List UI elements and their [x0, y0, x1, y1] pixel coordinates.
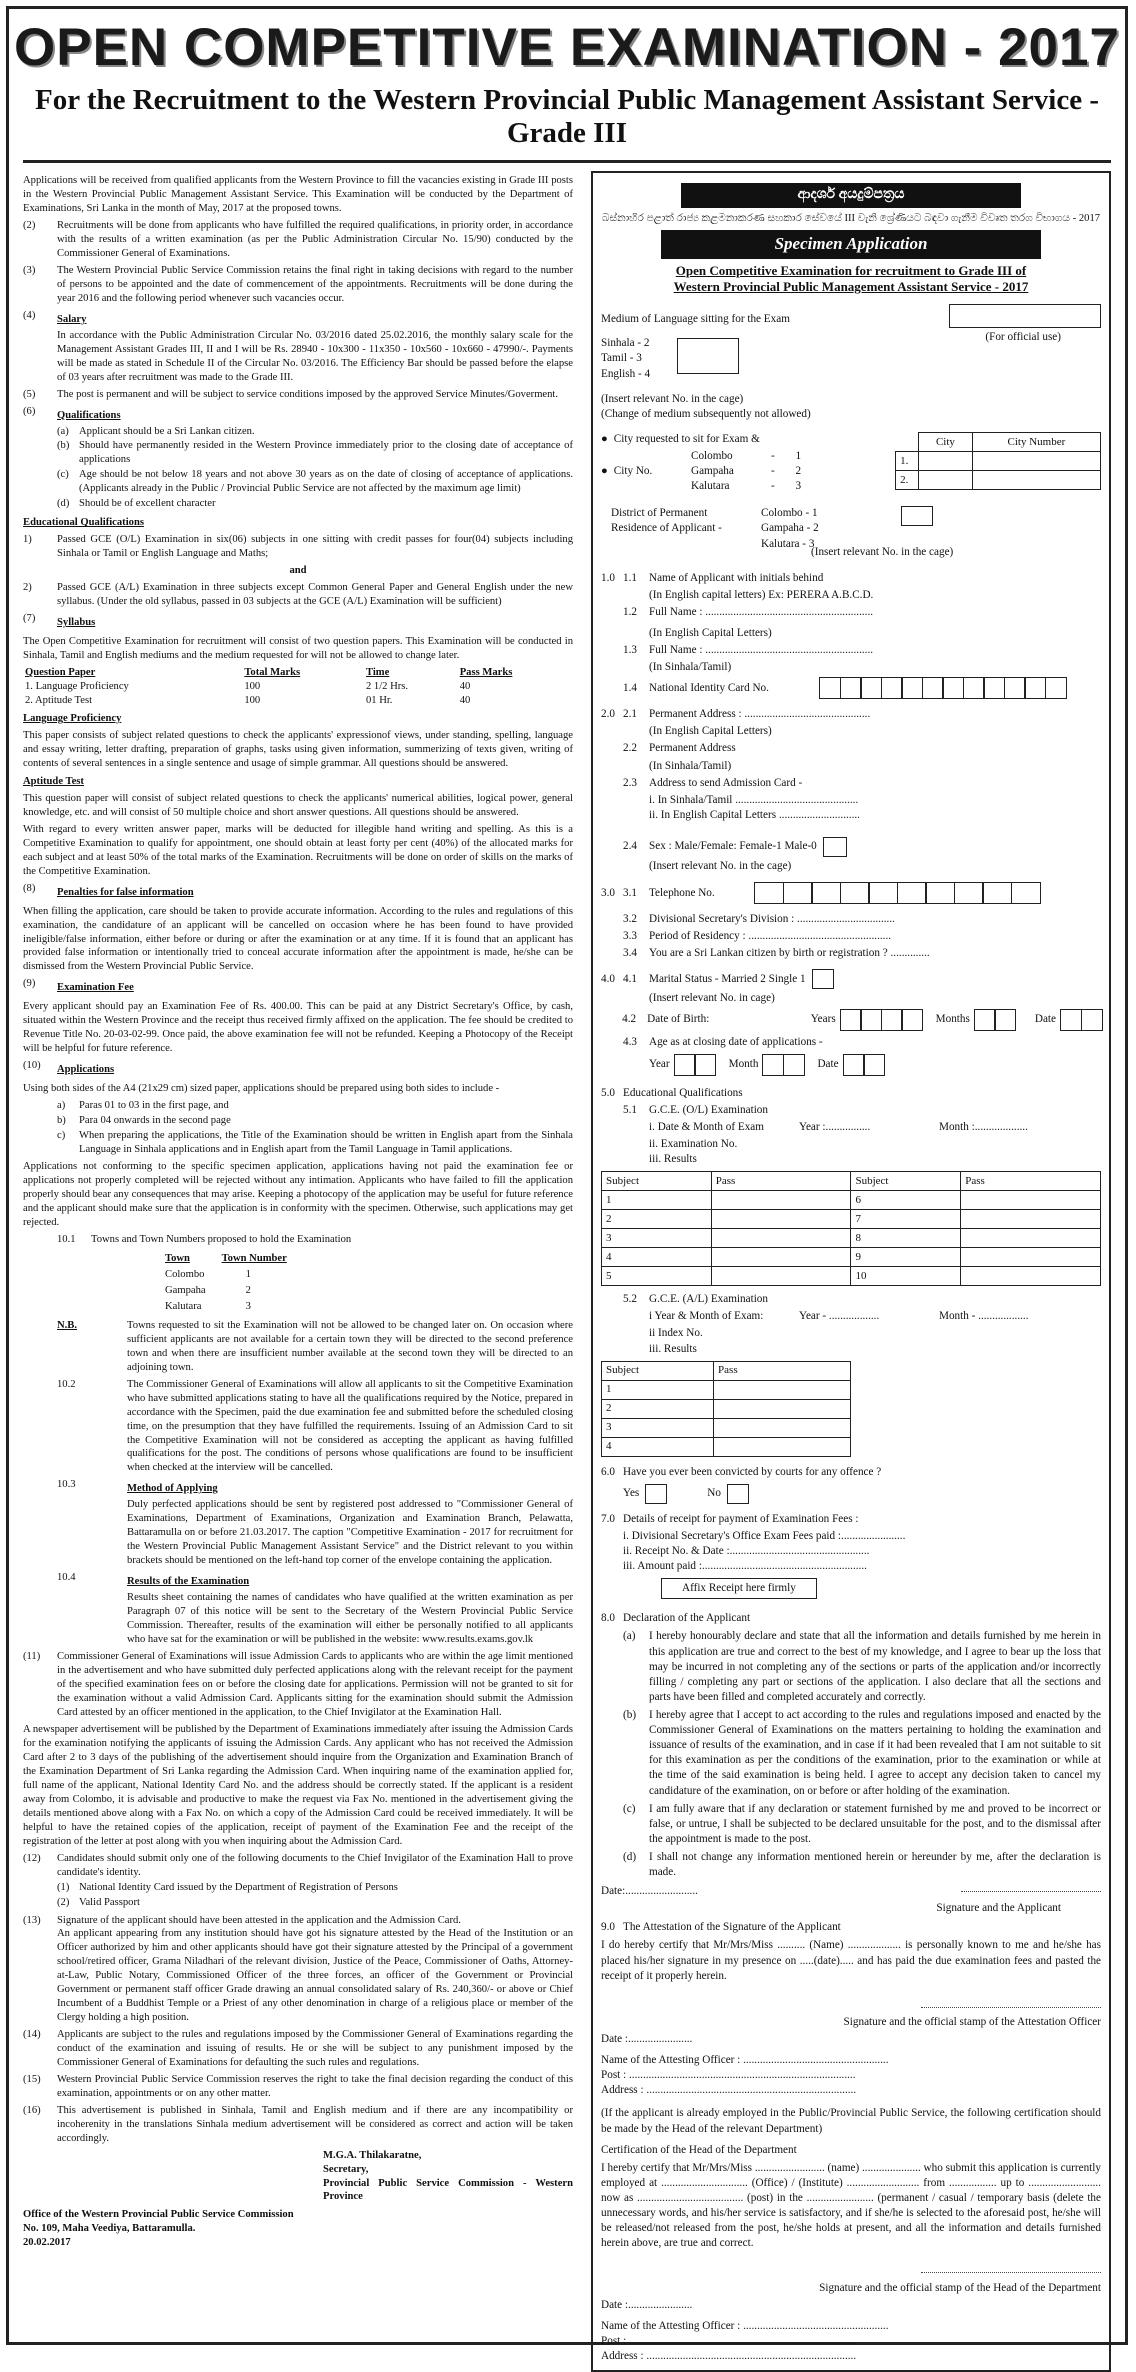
age-month-cells[interactable]	[762, 1054, 803, 1076]
section-9: (9) Examination Fee	[23, 978, 134, 994]
section-5: (5) The post is permanent and will be subject to service conditions imposed by the approved Service Minutes/Goverment.	[23, 388, 559, 400]
section-7: (7) Syllabus	[23, 613, 96, 629]
form-title: Open Competitive Examination for recruitment to Grade III of Western Provincial Public Management Assistant Service - 2017	[673, 262, 1029, 295]
age-year-cells[interactable]	[674, 1054, 715, 1076]
section-6: (6) Qualifications (a) Applicant should be a Sri Lankan citizen. (b) Should have permanently resided in the Western Province immediately prior to the closing date of acceptance of applications (c) Age should be not below 18 years and not above 30 years as on the date of closing of acceptance of applications. (Applicants already in the Public / Provincial Public Service are not affected by the maximum age limit) (d) Should be of excellent character	[23, 405, 573, 510]
page-title: OPEN COMPETITIVE EXAMINATION - 2017	[14, 18, 1120, 77]
dob-date-cells[interactable]	[1060, 1009, 1101, 1031]
notice-page	[6, 6, 1128, 2362]
medium-cage[interactable]	[677, 338, 739, 374]
section-11: (11) Commissioner General of Examinations will issue Admission Cards to applicants who are within the age limit mentioned in the advertisement and who have submitted duly perfected applications along with the relevant receipt for the payment of the specified examination fees on or before the closing date for applications. Permission will not be granted to sit for the examination without a valid Admission Card. Applicants sitting for the examination should submit the Admission Card attested by an officer mentioned in the application, to the Chief Invigilator at the Examination Hall.	[23, 1651, 573, 1718]
section-4: (4) Salary In accordance with the Public Administration Circular No. 03/2016 dated 25.02.2016, the monthly salary scale for the Management Assistant Grades III, II and I will be Rs. 28940 - 10x300 - 11x350 - 10x560 - 10x660 - 47990/-. Payments will be made as stated in Schedule II of the Circular No. 03/2016. The Efficiency Bar should be passed before the elapse of 03 years after recruitment was made to the Grade III.	[23, 309, 573, 383]
section-16: (16) This advertisement is published in Sinhala, Tamil and English medium and if there are any incompatibility or incoherenity in the translations Sinhala medium advertisement will be considered as correct and action will be taken accordingly.	[23, 2105, 573, 2145]
specimen-application-form: ආදර්ශ අයදුම්පත්‍රය බස්නාහිර පළාත් රාජ්‍ය කළමනාකරණ සහකාර සේවයේ III වැනි ශ්‍රේණියට බඳවා ගැනීම විවෘත තරග විභාගය - 2017 Specimen Application Open Competitive Examination for recruitment to Grade III of Western Provincial Public Management Assistant Service - 2017 Medium of Language sitting for the Exam Sinhala - 2 Tamil - 3 English - 4 (For official use) (Insert relevant No. in the cage) (Change of medium subsequently not allowed) ● City requested to sit for Exam & ● City No. Colombo - 1 Gampaha - 2 Kalutara - 3 City City Number 1. 2. District of Permanent Residence of Applicant - Colombo - 1 Gampaha - 2 Kalutara - 3 (Insert relevant No. in the cage) 1.0 1.1 Name of Applicant with initials behind (In English capital letters) Ex: PERERA A.B.C.D. 1.2 Full Name : ............................................................ (In English Capital Letters) 1.3 Full Name : ............................................................ (In Sinhala/Tamil) 1.4 National Identity Card No. 2.0 2.1 Permanent Address : ............................................. (In English Capital Letters) 2.2 Permanent Address (In Sinhala/Tamil) 2.3 Address to send Admission Card - i. In Sinhala/Tamil ............................................ ii. In English Capital Letters ............................. 2.4 Sex : Male/Female: Female-1 Male-0 (Insert relevant No. in the cage) 3.0 3.1 Telephone No. 3.2 Divisional Secretary's Division : ................................... 3.3 Period of Residency : ................................................... 3.4 You are a Sri Lankan citizen by birth or registration ? .............. 4.0 4.1 Marital Status - Married 2 Single 1 (Insert relevant No. in cage) 4.2 Date of Birth: Years Months Date 4.3 Age as at closing date of applications - Year Month Date 5.0 Educational Qualifications 5.1 G.C.E. (O/L) Examination i. Date & Month of Exam Year :................ Month :................... ii. Examination No. iii. Results Subject Pass Subject Pass 1 6 2 7 3 8 4 9 5 10 5.2 G.C.E. (A/L) Examination i Year & Month of Exam: Year - .................. Month - .................. ii Index No. iii. Results Subject Pass 1 2 3 4 6.0 Have you ever been convicted by courts for any offence ? Yes No 7.0 Details of receipt for payment of Examination Fees : i. Divisional Secretary's Office Exam Fees paid :....................... ii. Receipt No. & Date :.................................................. iii. Amount paid :........................................................... Affix Receipt here firmly 8.0 Declaration of the Applicant (a) I hereby honourably declare and state that all the information and details furnished by me herein in this application are true and correct to the best of my knowledge, and I agree to bear up the loss that may be incurred in not completing any of the sections or parts of the application and/or incorrectly filling / completing any part or sections of the application. I also declare that all the sections and parts have been filled and completed accurately and correctly. (b) I hereby agree that I accept to act according to the rules and regulations imposed and enacted by the Commissioner General of Examinations on the matters pertaining to holding the examination and issuance of results of the examination, and in case if it had been revealed that I am not suitable to sit for this examination as per the conditions of the examination, prior to the examination or while at the time of the said examination is being held. I agree to accept any decision taken to cancel my candidature of the examination, on or before or after holding of the examination. (c) I am fully aware that if any declaration or statement furnished by me and proved to be incorrect or false, or untrue, I shall be subjected to be declared unsuitable for the post, and to the dismissal after the appointment is made to the post. (d) I shall not change any information mentioned herein or hereunder by me, after the declaration is made. Date:.......................... Signature and the Applicant 9.0 The Attestation of the Signature of the Applicant I do hereby certify that Mr/Mrs/Miss .......... (Name) ................... is personally known to me and he/she has placed his/her signature in my presence on .....(date)..... and has paid the due examination fees and pasted the receipt of it properly herein. Signature and the official stamp of the Attestation Officer Date :....................... Name of the Attesting Officer : .................................................... Post : ................................................................................. Address : ........................................................................... (If the applicant is already employed in the Public/Provincial Public Service, the following certification should be made by the Head of the relevant Department) Certification of the Head of the Department I hereby certify that Mr/Mrs/Miss ......................... (name) ..................... who submit this application is currently employed at ............................... (Office) / (Institute) .......................... from ................. up to .......................... now as ...................................... (post) in the ........................ (permanent / casual / temporary basis (delete the unnecessary words, and his/her service is satisfactory, and if she/he is selected to the aforesaid post, he/she will be released/not released from the post, he/she holds at present, and all the information and details furnished herein above, are true and correct. Signature and the official stamp of the Head of the Department Date :....................... Name of the Attesting Officer : .................................................... Post : ................................................................................. Address : ...........................................................................	[591, 171, 1111, 2372]
sinhala-title: ආදර්ශ අයදුම්පත්‍රය	[681, 183, 1021, 208]
specimen-heading: Specimen Application	[661, 230, 1041, 259]
section-10: (10) Applications	[23, 1060, 115, 1076]
sex-cage[interactable]	[823, 837, 847, 857]
section-14: (14) Applicants are subject to the rules and regulations imposed by the Commissioner General of Examinations regarding the conduct of the examination and issuing of results. He or she will be subject to any punishment imposed by the Commissioner General of Examinations for defaulting the such rules and regulations.	[23, 2029, 573, 2069]
ol-results-table[interactable]: Subject Pass Subject Pass 1 6 2 7 3 8 4 9 5 10	[601, 1171, 1101, 1286]
nic-number-cells[interactable]	[819, 677, 1065, 699]
dob-year-cells[interactable]	[840, 1009, 922, 1031]
intro-paragraph: Applications will be received from qualified applicants from the Western Province to fill the vacancies existing in Grade III posts in the Western Provincial Public Management Assistant Service. This Examination will be conducted by the Department of Examinations, Sri Lanka in the month of May, 2017 at the proposed towns.	[23, 175, 573, 214]
edu-heading: Educational Qualifications	[23, 517, 144, 529]
telephone-cells[interactable]	[754, 882, 1039, 904]
section-12: (12) Candidates should submit only one of the following documents to the Chief Invigilator of the Examination Hall to prove candidate's identity. (1) National Identity Card issued by the Department of Registration of Persons (2) Valid Passport	[23, 1852, 573, 1908]
al-results-table[interactable]: Subject Pass 1 2 3 4	[601, 1361, 851, 1457]
official-use-box	[949, 304, 1101, 328]
marital-cage[interactable]	[812, 969, 834, 989]
signature-block: M.G.A. Thilakaratne, Secretary, Provincial Public Service Commission - Western Province	[323, 2150, 573, 2203]
section-8: (8) Penalties for false information	[23, 882, 194, 898]
towns-table: Town Town Number Colombo 1 Gampaha 2 Kalutara 3	[165, 1252, 287, 1312]
question-paper-table: Question Paper Total Marks Time Pass Marks 1. Language Proficiency 100 2 1/2 Hrs. 40 2. Aptitude Test 100 01 Hr. 40	[25, 667, 513, 706]
city-preference-table[interactable]: City City Number 1. 2.	[895, 432, 1101, 490]
age-date-cells[interactable]	[843, 1054, 884, 1076]
dob-month-cells[interactable]	[974, 1009, 1015, 1031]
yes-cage[interactable]	[645, 1484, 667, 1504]
office-address: Office of the Western Provincial Public Service Commission No. 109, Maha Veediya, Battaramulla. 20.02.2017	[23, 2209, 294, 2248]
notice-text-column: Applications will be received from qualified applicants from the Western Province to fill the vacancies existing in Grade III posts in the Western Provincial Public Management Assistant Service. This Examination will be conducted by the Department of Examinations, Sri Lanka in the month of May, 2017 at the proposed towns. (2) Recruitments will be done from applicants who have fulfilled the required qualifications, in priority order, in accordance with the results of a written examination (as per the Public Administration Circular No. 15/90) conducted by the Commissioner General of Examinations. (3) The Western Provincial Public Service Commission retains the final right in taking decisions with regard to the number of persons to be appointed and the date of commencement of the appointments. Recruitments will be done during the year 2016 and the following period whenever such vacancies occur. (4) Salary In accordance with the Public Administration Circular No. 03/2016 dated 25.02.2016, the monthly salary scale for the Management Assistant Grades III, II and I will be Rs. 28940 - 10x300 - 11x350 - 10x560 - 10x660 - 47990/-. Payments will be made as stated in Schedule II of the Circular No. 03/2016. The Efficiency Bar should be passed before the elapse of 03 years after recruitment was made to the Grade III. (5) The post is permanent and will be subject to service conditions imposed by the approved Service Minutes/Goverment. (6) Qualifications (a) Applicant should be a Sri Lankan citizen. (b) Should have permanently resided in the Western Province immediately prior to the closing date of acceptance of applications (c) Age should be not below 18 years and not above 30 years as on the date of closing of acceptance of applications. (Applicants already in the Public / Provincial Public Service are not affected by the maximum age limit) (d) Should be of excellent character Educational Qualifications 1) Passed GCE (O/L) Examination in six(06) subjects in one sitting with credit passes for four(04) subjects including Sinhala or Tamil or English Language and Maths; and 2) Passed GCE (A/L) Examination in three subjects except Common General Paper and General English under the new syllabus. (Under the old syllabus, passed in 03 subjects at the GCE (A/L) Examination will be sufficient) (7) Syllabus The Open Competitive Examination for recruitment will consist of two question papers. This Examination will be conducted in Sinhala, Tamil and English mediums and the medium requested for will not be allowed to change later. Question Paper Total Marks Time Pass Marks 1. Language Proficiency 100 2 1/2 Hrs. 40 2. Aptitude Test 100 01 Hr. 40 Language Proficiency This paper consists of subject related questions to check the applicants' expressionof views, under standing, spelling, language and essay writing, letter drafting, preparation of graphs, tasks using given information, summerizing of texts given, writing of contents of several sentences in a single sentence and usage of simple grammar. All questions should be answered. Aptitude Test This question paper will consist of subject related questions to check the applicants' numerical abilities, logical power, general knowledge, etc. and will consist of 50 multiple choice and short answer questions. All questions should be answered. With regard to every written answer paper, marks will be deducted for illegible hand writing and spelling. As this is a Competitive Examination to qualify for appointment, one should obtain at least forty per cent (40%) of the allocated marks for each subject and at least 50% of the total marks of the Examination. Recruitments will be done on order of skills on the marks of the Competitive Examination. (8) Penalties for false information When filling the application, care should be taken to provide accurate information. According to the rules and regulations of this examination, the candidature of an applicant will be cancelled on occasion where he has been found to have provided ineligible/false information, either before or during or after the examination or at any time. If it is found that an applicant has provided false information or intentionally tried to conceal accurate information after the appointment is made, he/she can be dismissed from the Western Provincial Public Service. (9) Examination Fee Every applicant should pay an Examination Fee of Rs. 400.00. This can be paid at any District Secretary's Office, by cash, situated within the Western Province and the receipt thus received firmly affixed on the application. The fee should be credited to Revenue Title No. 20-03-02-99. Once paid, the above examination fee will not be refunded. Keeping a Photocopy of the Receipt will be helpful for future reference. (10) Applications Using both sides of the A4 (21x29 cm) sized paper, applications should be prepared using both sides to include - a) Paras 01 to 03 in the first page, and b) Para 04 onwards in the second page c) When preparing the applications, the Title of the Examination should be written in English apart from the Sinhala Language in Sinhala applications and in English apart from the Tamil Language in Tamil applications. Applications not conforming to the specific specimen application, applications having not paid the examination fee or applications not properly completed will be rejected without any intimation. Applicants who have failed to fill the application properly should bear any consequences that may arise. Keeping a photocopy of the application may be useful for future reference and the applicant should make sure that the application is in conformity with the specimen. Otherwise, such applications may get rejected. 10.1 Towns and Town Numbers proposed to hold the Examination Town Town Number Colombo 1 Gampaha 2 Kalutara 3 N.B. Towns requested to sit the Examination will not be allowed to be changed later on. On occasion where sufficient applicants are not available for a certain town they will be directed to the second preference town and when there are insufficient number available at the second town they will be directed to an adjoining town. 10.2 The Commissioner General of Examinations will allow all applicants to sit the Competitive Examination who have submitted applications stating to have all the qualifications required by the Notice, prepared in accordance with the Specimen, paid the due examination fee and submitted before the scheduled closing time, on the presumption that they have fulfilled the requirements. Issuing of an Admission Card to sit the Competitive Examination will not be considered as accepting the applicant as having fulfilled qualifications for the post. The conditions of persons whose qualifications are found to be insufficient when checked at the interview will be cancelled. 10.3 Method of Applying Duly perfected applications should be sent by registered post addressed to "Commissioner General of Examinations, Department of Examinations, Organization and Examination Branch, Pelawatta, Battaramulla on or before 21.03.2017. The caption "Competitive Examination - 2017 for recruitment for the Western Provincial Public Management Assistant Service" and the District relevant to you within brackets should be mentioned on the left-hand top corner of the envelope containing the application. 10.4 Results of the Examination Results sheet containing the names of candidates who have qualified at the written examination as per Paragraph 07 of this notice will be sent to the Secretary of the Western Provincial Public Service Commission. Thereafter, results of the examination will either be personally notified to all applicants who have sat for the examination or will be published in the website: www.results.exams.gov.lk (11) Commissioner General of Examinations will issue Admission Cards to applicants who are within the age limit mentioned in the advertisement and who have submitted duly perfected applications along with the relevant receipt for the payment of the specified examination fees on or before the closing date for applications. Permission will not be granted to sit for the examination without a valid Admission Card. Applicants sitting for the examination should submit the Admission Card attested by an officer mentioned in the application, to the Chief Invigilator at the Examination Hall. A newspaper advertisement will be published by the Department of Examinations immediately after issuing the Admission Cards for the examination notifying the applicants of issuing the Admission Cards. Any applicant who has not received the Admission Card after 2 to 3 days of the publishing of the advertisement should inquire from the Organization and Examination Branch of the Examination Department of Sri Lanka regarding the Admission Card. When inquiring name of the examination applied for, full name of the applicant, National Identity Card No. and the address should be correctly stated. If the applicant is a resident away from Colombo, it is advisable and productive to make the request via Fax No. mentioned in the advertisement giving the details mentioned above along with a Fax No. on which a copy of the Admission Card could be received immediately. It will be helpful to have the retained copies of the application, receipt of payment of the Examination Fee and the receipt of the registration of the letter at post along with you when inquiring about the Admission Card. (12) Candidates should submit only one of the following documents to the Chief Invigilator of the Examination Hall to prove candidate's identity. (1) National Identity Card issued by the Department of Registration of Persons (2) Valid Passport (13) Signature of the applicant should have been attested in the application and the Admission Card. An applicant appearing from any institution should have got his signature attested by the Head of the Institution or an Officer authorized by him and other applicants should have got their signature attested by the Principal of a government school/retired officer, Grama Niladhari of the relevant division, Justice of the Peace, Commissioner of Oaths, Attorney-at-Law, Public Notary, Commissioned Officer of the three forces, an officer of the Government or Provincial Government or permanent staff officer Grade drawing an annual consolidated salary of Rs. 240,360/- or above or Chief Incumbent of a Buddhist Temple or a Priest of any other denomination in charge of a religious place or member of the Clergy holding a high position. (14) Applicants are subject to the rules and regulations imposed by the Commissioner General of Examinations regarding the conduct of the examination and issuing of results. He or she will be subject to any punishment imposed by the Commissioner General of Examinations for defaulting the such rules and regulations. (15) Western Provincial Public Service Commission reserves the right to take the final decision regarding the conduct of this examination, appointments or on any other matter. (16) This advertisement is published in Sinhala, Tamil and English medium and if there are any incompatibility or incoherenity in the translations Sinhala medium advertisement will be considered as correct and action will be taken accordingly. M.G.A. Thilakaratne, Secretary, Provincial Public Service Commission - Western Province Office of the Western Provincial Public Service Commission No. 109, Maha Veediya, Battaramulla. 20.02.2017	[23, 175, 573, 2248]
section-15: (15) Western Provincial Public Service Commission reserves the right to take the final decision regarding the conduct of this examination, appointments or on any other matter.	[23, 2074, 573, 2100]
affix-receipt-box: Affix Receipt here firmly	[661, 1578, 817, 1599]
section-2: (2) Recruitments will be done from applicants who have fulfilled the required qualifications, in priority order, in accordance with the results of a written examination (as per the Public Administration Circular No. 15/90) conducted by the Commissioner General of Examinations.	[23, 219, 573, 259]
no-cage[interactable]	[727, 1484, 749, 1504]
page-subtitle: For the Recruitment to the Western Provincial Public Management Assistant Service - Grade III	[35, 84, 1099, 149]
section-13: (13) Signature of the applicant should have been attested in the application and the Admission Card. An applicant appearing from any institution should have got his signature attested by the Head of the Institution or an Officer authorized by him and other applicants should have got their signature attested by the Principal of a government school/retired officer, Grama Niladhari of the relevant division, Justice of the Peace, Commissioner of Oaths, Attorney-at-Law, Public Notary, Commissioned Officer of the three forces, an officer of the Government or Provincial Government or permanent staff officer Grade drawing an annual consolidated salary of Rs. 240,360/- or above or Chief Incumbent of a Buddhist Temple or a Priest of any other denomination in charge of a religious place or member of the Clergy holding a high position.	[23, 1914, 573, 2024]
district-cage[interactable]	[901, 506, 933, 526]
section-3: (3) The Western Provincial Public Service Commission retains the final right in taking decisions with regard to the number of persons to be appointed and the date of commencement of the appointments. Recruitments will be done during the year 2016 and the following period whenever such vacancies occur.	[23, 264, 573, 304]
